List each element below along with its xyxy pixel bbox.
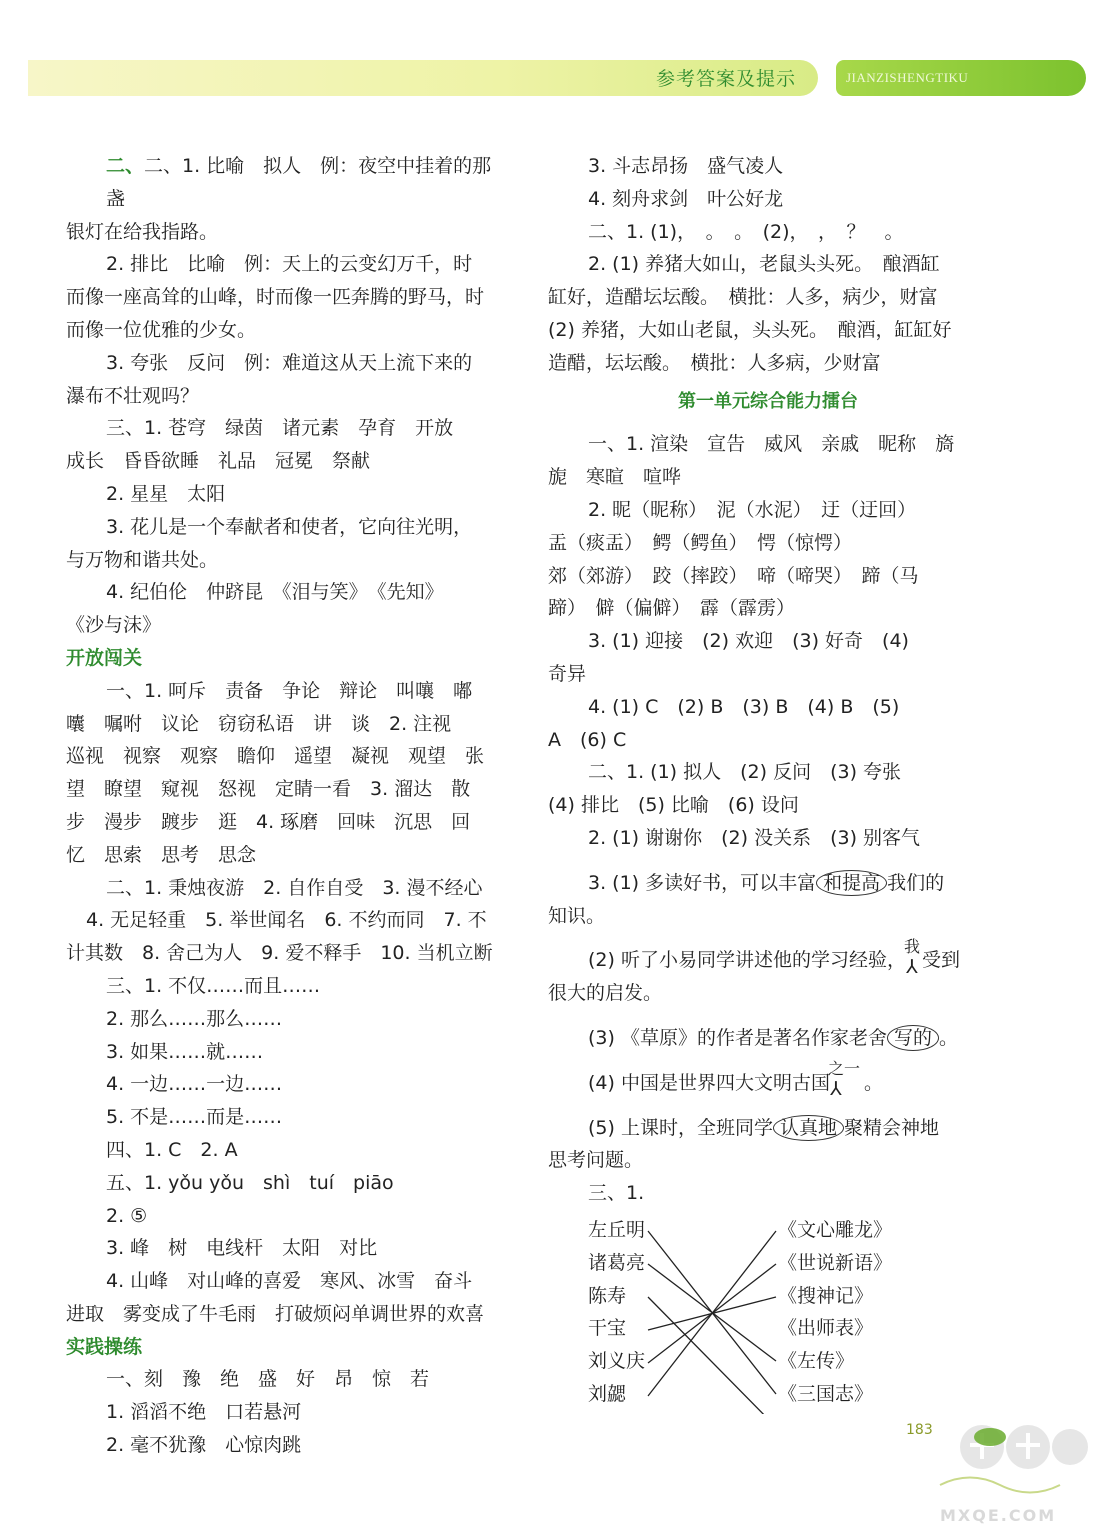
text-line: 五、1. yǒu yǒu shì tuí piāo	[106, 1171, 394, 1194]
author-item: 干宝	[588, 1317, 627, 1340]
text-line: 银灯在给我指路。	[66, 220, 219, 243]
insert-text: 我	[903, 936, 920, 956]
text-line: 三、1. 不仅……而且……	[106, 974, 321, 997]
text-line: 成长 昏昏欲睡 礼品 冠冕 祭献	[66, 450, 371, 473]
text-line: 奇异	[548, 662, 587, 685]
text-line: 囔 嘱咐 议论 窃窃私语 讲 谈 2. 注视	[66, 712, 452, 735]
text-line	[548, 1059, 988, 1101]
text-line: 与万物和谐共处。	[66, 548, 219, 571]
left-column	[66, 150, 506, 1462]
text-line	[548, 1022, 988, 1055]
circled-mark: 写的	[887, 1025, 939, 1051]
text-line: 进取 雾变成了牛毛雨 打破烦闷单调世界的欢喜	[66, 1302, 485, 1325]
text-line: 三、1.	[588, 1182, 645, 1205]
insert-mark: 我 ⅄	[906, 951, 922, 971]
text-line: 二、1. (1) 拟人 (2) 反问 (3) 夸张	[588, 761, 902, 784]
text-line: A (6) C	[548, 728, 627, 751]
text-line: 缸好，造醋坛坛酸。 横批：人多，病少，财富	[548, 286, 938, 309]
text: (2) 听了小易同学讲述他的学习经验，	[588, 949, 906, 972]
text-line: 四、1. C 2. A	[106, 1138, 238, 1161]
text-line: 二、1. (1)， 。 。 (2)， ， ？ 。	[588, 220, 904, 243]
section-number: 二、	[106, 155, 145, 177]
text: (5) 上课时，全班同学	[588, 1116, 773, 1139]
text-line	[548, 1112, 988, 1145]
text-line: 4. 一边……一边……	[106, 1073, 283, 1096]
text-line: 3. 如果……就……	[106, 1040, 264, 1063]
text-line: 2. 毫不犹豫 心惊肉跳	[106, 1434, 302, 1457]
text-line: 4. 刻舟求剑 叶公好龙	[588, 187, 784, 210]
text-line: 3. 峰 树 电线杆 太阳 对比	[106, 1237, 378, 1260]
text-line: 2. 那么……那么……	[106, 1007, 283, 1030]
text-line: 瀑布不壮观吗？	[66, 384, 200, 407]
text-line: 3. 斗志昂扬 盛气凌人	[588, 155, 784, 177]
text: 。	[863, 1071, 883, 1094]
author-item: 左丘明	[588, 1218, 646, 1241]
text-line: 计其数 8. 舍己为人 9. 爱不释手 10. 当机立断	[66, 942, 493, 965]
text-line: 2. ⑤	[106, 1204, 148, 1227]
section-title: 第一单元综合能力擂台	[678, 390, 858, 412]
text-line: 望 瞭望 窥视 怒视 定睛一看 3. 溜达 散	[66, 778, 471, 801]
header-band	[28, 60, 818, 96]
text: 聚精会神地	[843, 1116, 939, 1139]
text-line: 忆 思索 思考 思念	[66, 843, 257, 866]
text-line: 郊（郊游） 跤（摔跤） 啼（啼哭） 蹄（马	[548, 564, 919, 587]
watermark-text: MXQE.COM	[940, 1506, 1057, 1525]
text-line: 3. 夸张 反问 例：难道这从天上流下来的	[106, 351, 473, 374]
text-line: 而像一位优雅的少女。	[66, 318, 257, 341]
text-line: 而像一座高耸的山峰，时而像一匹奔腾的野马，时	[66, 286, 485, 309]
header-tab: JIANZISHENGTIKU	[836, 60, 1086, 96]
text: 。	[938, 1026, 958, 1049]
text-line: 4. 纪伯伦 仲跻昆 《泪与笑》 《先知》	[106, 581, 444, 604]
text-line: 1. 滔滔不绝 口若悬河	[106, 1401, 302, 1424]
text-line: 4. 山峰 对山峰的喜爱 寒风、冰雪 奋斗	[106, 1270, 473, 1293]
text-line: 2. 排比 比喻 例：天上的云变幻万千，时	[106, 253, 473, 276]
text-line: 一、1. 呵斥 责备 争论 辩论 叫嚷 嘟	[106, 679, 473, 702]
work-item: 《三国志》	[778, 1382, 874, 1405]
author-item: 刘勰	[588, 1382, 627, 1405]
circled-mark: 认真地	[773, 1115, 844, 1141]
section-heading: 实践操练	[66, 1335, 143, 1358]
circled-mark: 和提高	[816, 870, 887, 896]
page-number: 183	[906, 1422, 933, 1438]
text-line: 4. 无足轻重 5. 举世闻名 6. 不约而同 7. 不	[86, 909, 487, 932]
text-line: 2. (1) 养猪大如山，老鼠头头死。 酿酒缸	[588, 253, 940, 276]
text: 我们的	[887, 871, 945, 894]
text: 二、1. 比喻 拟人 例：夜空中挂着的那盏	[106, 155, 492, 210]
text: (4) 中国是世界四大文明古国	[588, 1071, 830, 1094]
text-line: 5. 不是……而是……	[106, 1106, 283, 1129]
text-line: 3. (1) 迎接 (2) 欢迎 (3) 好奇 (4)	[588, 630, 909, 653]
text-line	[548, 867, 988, 900]
text-line	[66, 150, 506, 216]
author-item: 刘义庆	[588, 1350, 646, 1373]
text-line: 思考问题。	[548, 1149, 644, 1172]
text-line: 盂（痰盂） 鳄（鳄鱼） 愕（惊愕）	[548, 531, 853, 554]
text-line: 2. 星星 太阳	[106, 482, 226, 505]
text-line	[548, 936, 988, 978]
work-item: 《搜神记》	[778, 1284, 874, 1307]
text-line: (2) 养猪，大如山老鼠，头头死。 酿酒，缸缸好	[548, 318, 952, 341]
work-item: 《世说新语》	[778, 1251, 893, 1274]
insert-text: 之一	[827, 1059, 860, 1079]
text: 3. (1) 多读好书，可以丰富	[588, 871, 817, 894]
text-line: 步 漫步 踱步 逛 4. 琢磨 回味 沉思 回	[66, 810, 471, 833]
author-item: 陈寿	[588, 1284, 627, 1307]
insert-mark: 之一 ⅄	[830, 1073, 864, 1093]
text-line: 巡视 视察 观察 瞻仰 遥望 凝视 观望 张	[66, 745, 485, 768]
text-line: 3. 花儿是一个奉献者和使者，它向往光明，	[106, 515, 473, 538]
text: 受到	[921, 949, 960, 972]
text-line: 一、刻 豫 绝 盛 好 昂 惊 若	[106, 1368, 430, 1391]
matching-exercise	[548, 1214, 988, 1414]
match-left-list	[588, 1214, 645, 1411]
watermark-logo-icon	[930, 1415, 1090, 1505]
work-item: 《出师表》	[778, 1317, 874, 1340]
author-item: 诸葛亮	[588, 1251, 646, 1274]
page-title: 参考答案及提示	[655, 68, 796, 90]
text-line: 旎 寒暄 喧哗	[548, 466, 682, 489]
text-line: 2. 昵（昵称） 泥（水泥） 迂（迂回）	[588, 498, 917, 521]
text-line: 蹄） 僻（偏僻） 霹（霹雳）	[548, 597, 796, 620]
text-line: 很大的启发。	[548, 982, 663, 1005]
text-line: 4. (1) C (2) B (3) B (4) B (5)	[588, 695, 900, 718]
work-item: 《左传》	[778, 1350, 855, 1373]
text-line: 一、1. 渲染 宣告 威风 亲戚 昵称 旖	[588, 433, 955, 456]
text-line: 造醋，坛坛酸。 横批：人多病，少财富	[548, 351, 881, 374]
section-heading: 开放闯关	[66, 646, 143, 669]
text-line: 三、1. 苍穹 绿茵 诸元素 孕育 开放	[106, 417, 454, 440]
text-line: 二、1. 秉烛夜游 2. 自作自受 3. 漫不经心	[106, 876, 483, 899]
text-line: 知识。	[548, 904, 606, 927]
match-right-list	[778, 1214, 892, 1411]
text: (3) 《草原》的作者是著名作家老舍	[588, 1026, 887, 1049]
text-line: 2. (1) 谢谢你 (2) 没关系 (3) 别客气	[588, 826, 921, 849]
text-line: 《沙与沫》	[66, 614, 162, 637]
text-line: (4) 排比 (5) 比喻 (6) 设问	[548, 794, 799, 817]
work-item: 《文心雕龙》	[778, 1218, 893, 1241]
right-column	[548, 150, 988, 1414]
